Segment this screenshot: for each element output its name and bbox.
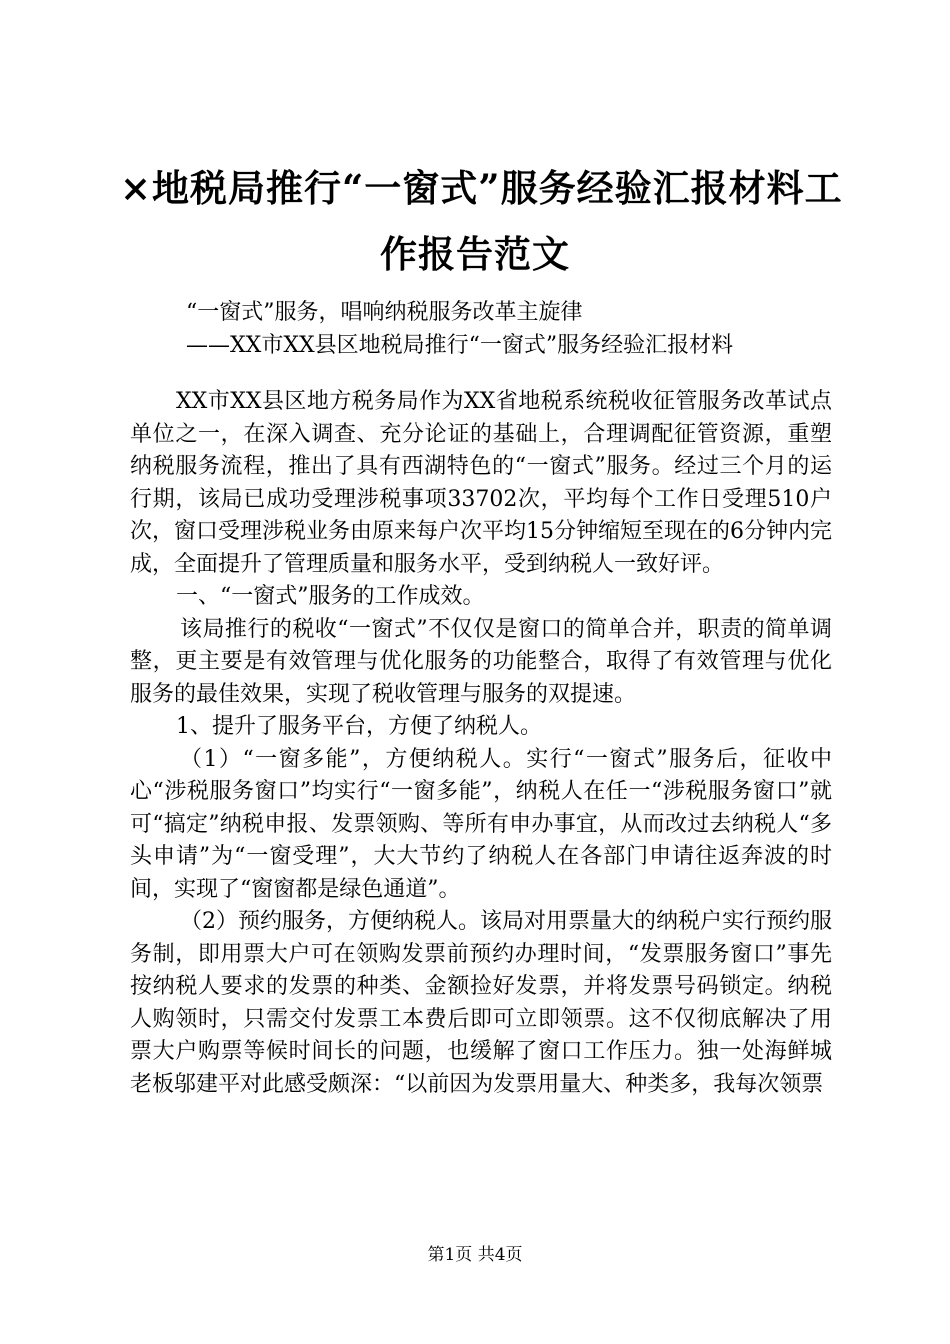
sub-item-1: （1）“一窗多能”，方便纳税人。实行“一窗式”服务后，征收中心“涉税服务窗口”均实行“一窗多能”，纳税人在任一“涉税服务窗口”就可“搞定”纳税申报、发票领购、等所有申办事宜，从而改过去纳税人“多头申请”为“一窗受理”，大大节约了纳税人在各部门申请往返奔波的时间，实现了“窗窗都是绿色通道”。	[130, 746, 832, 902]
document-subtitle: “一窗式”服务，唱响纳税服务改革主旋律	[186, 300, 583, 325]
document-body	[130, 386, 832, 1101]
page-footer: 第1页 共4页	[427, 1245, 523, 1265]
list-item-1: 1、提升了服务平台，方便了纳税人。	[176, 714, 542, 739]
sub-item-2: （2）预约服务，方便纳税人。该局对用票量大的纳税户实行预约服务制，即用票大户可在领购发票前预约办理时间，“发票服务窗口”事先按纳税人要求的发票的种类、金额捡好发票，并将发票号码锁定。纳税人购领时，只需交付发票工本费后即可立即领票。这不仅彻底解决了用票大户购票等候时间长的问题，也缓解了窗口工作压力。独一处海鲜城老板邬建平对此感受颇深：“以前因为发票用量大、种类多，我每次领票	[130, 909, 832, 1097]
body-paragraph-achievements: 该局推行的税收“一窗式”不仅仅是窗口的简单合并，职责的简单调整，更主要是有效管理与优化服务的功能整合，取得了有效管理与优化服务的最佳效果，实现了税收管理与服务的双提速。	[130, 616, 832, 707]
body-paragraph-intro: XX市XX县区地方税务局作为XX省地税系统税收征管服务改革试点单位之一，在深入调查、充分论证的基础上，合理调配征管资源，重塑纳税服务流程，推出了具有西湖特色的“一窗式”服务。经过三个月的运行期，该局已成功受理涉税事项33702次，平均每个工作日受理510户次，窗口受理涉税业务由原来每户次平均15分钟缩短至现在的6分钟内完成，全面提升了管理质量和服务水平，受到纳税人一致好评。	[130, 389, 832, 577]
document-title	[120, 155, 843, 287]
title-line-2: 作报告范文	[380, 232, 570, 276]
document-subtitle-byline: ——XX市XX县区地税局推行“一窗式”服务经验汇报材料	[186, 333, 734, 358]
section-heading-1: 一、“一窗式”服务的工作成效。	[176, 584, 485, 609]
title-line-1: ×地税局推行“一窗式”服务经验汇报材料工	[120, 166, 843, 210]
